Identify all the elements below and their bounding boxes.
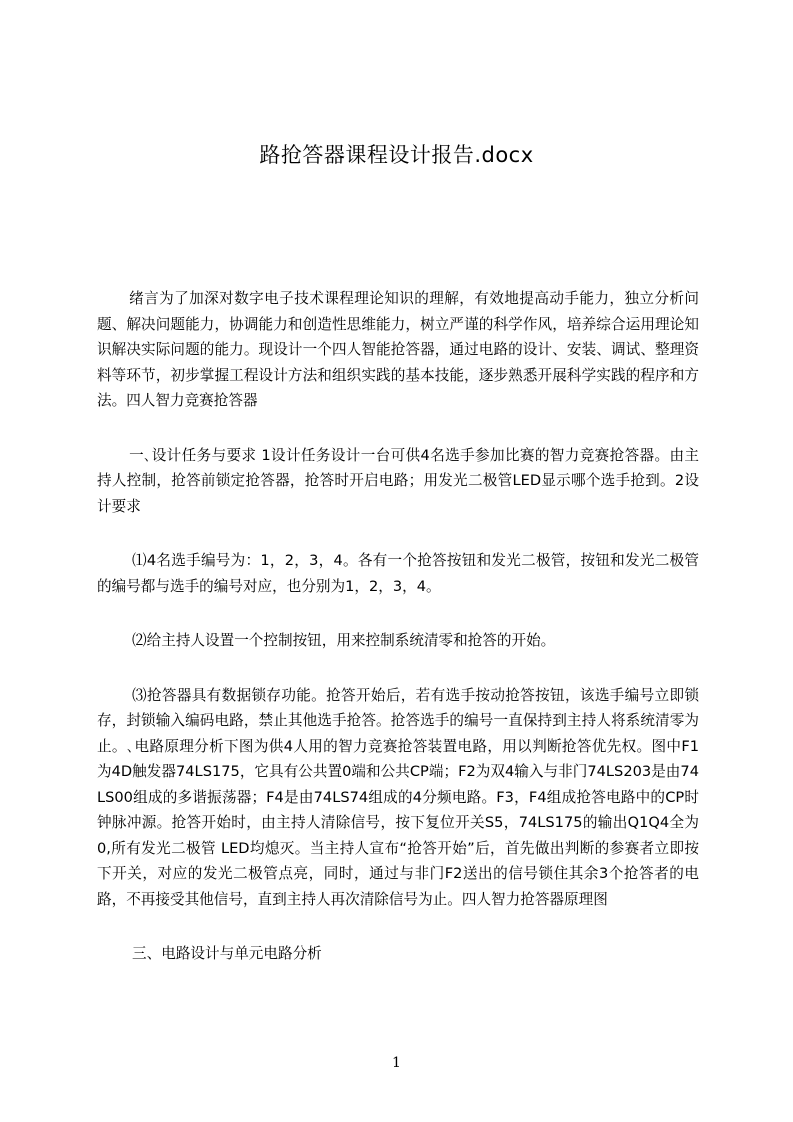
paragraph-introduction: 绪言为了加深对数字电子技术课程理论知识的理解，有效地提高动手能力，独立分析问题、解决问题能力，协调能力和创造性思维能力，树立严谨的科学作风，培养综合运用理论知识解决实际问题的能力。现设计一个四人智能抢答器，通过电路的设计、安装、调试、整理资料等环节，初步掌握工程设计方法和组织实践的基本技能，逐步熟悉开展科学实践的程序和方法。四人智力竞赛抢答器 xyxy=(97,290,699,409)
paragraph-requirement-3: ⑶抢答器具有数据锁存功能。抢答开始后，若有选手按动抢答按钮，该选手编号立即锁存，封锁输入编码电路，禁止其他选手抢答。抢答选手的编号一直保持到主持人将系统清零为止。､电路原理分析下图为供4人用的智力竞赛抢答装置电路，用以判断抢答优先权。图中F1为4D触发器74LS175，它具有公共置0端和公共CP端；F2为双4输入与非门74LS203是由74LS00组成的多谐振荡器；F4是由74LS74组成的4分频电路。F3，F4组成抢答电路中的CP时钟脉冲源。抢答开始时，由主持人清除信号，按下复位开关S5，74LS175的输出Q1Q4全为0,所有发光二极管 LED均熄灭。当主持人宣布“抢答开始”后，首先做出判断的参赛者立即按下开关，对应的发光二极管点亮，同时，通过与非门F2送出的信号锁住其余3个抢答者的电路，不再接受其他信号，直到主持人再次清除信号为止。四人智力抢答器原理图 xyxy=(97,686,699,908)
document-title: 路抢答器课程设计报告.docx xyxy=(259,143,534,167)
section-heading-circuit-design: 三、电路设计与单元电路分析 xyxy=(132,945,322,962)
paragraph-design-task: 一､设计任务与要求 1设计任务设计一台可供4名选手参加比赛的智力竞赛抢答器。由主持人控制，抢答前锁定抢答器，抢答时开启电路；用发光二极管LED显示哪个选手抢到。2设计要求 xyxy=(97,446,699,515)
page-number: 1 xyxy=(392,1055,401,1071)
paragraph-requirement-1: ⑴4名选手编号为：1，2，3，4。各有一个抢答按钮和发光二极管，按钮和发光二极管的编号都与选手的编号对应，也分别为1，2，3，4。 xyxy=(97,552,699,595)
paragraph-requirement-2: ⑵给主持人设置一个控制按钮，用来控制系统清零和抢答的开始。 xyxy=(132,632,556,649)
document-body xyxy=(97,286,699,996)
